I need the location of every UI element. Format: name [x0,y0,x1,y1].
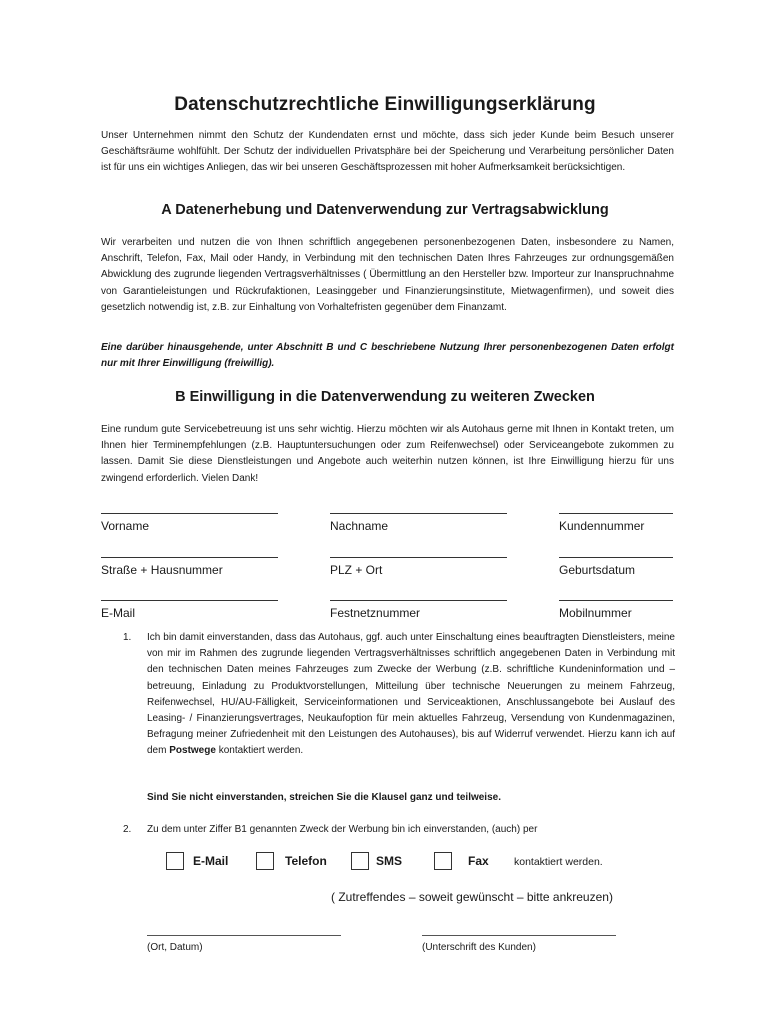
field-line [330,513,507,514]
page-title: Datenschutzrechtliche Einwilligungserklärung [174,94,596,115]
customer-signature-field[interactable] [422,935,616,953]
place-date-label: (Ort, Datum) [147,942,203,953]
consent-bold-text: Postwege [169,745,216,757]
field-line [330,557,507,558]
field-line [101,600,278,601]
place-date-field[interactable] [147,935,341,953]
consent-text: Ich bin damit einverstanden, dass das Autohaus, ggf. auch unter Einschaltung eines beauftragten Dienstleisters, meine von mir im Rahmen des zugrunde liegenden Vertragsverhältnisses schriftlich angegebenen Daten in Verbindung mit den technischen Daten meines Fahrzeuges zum Zwecke der Werbung (z.B. schriftliche Kundeninformation und –betreuung, Einladung zu Produktvorstellungen, Mitteilung über technische Neuerungen zu meinem Fahrzeug, Reifenwechsel, HU/AU-Fälligkeit, Serviceinformationen und Serviceaktionen, Anschlussangebote bei Auslauf des Leasing- / Finanzierungsvertrages, Neukaufoption für mein aktuelles Fahrzeug, Versendung von Kundenmagazinen, Befragung meiner Zufriedenheit mit den Leistungen des Autohauses), bis auf Widerruf verwendet. Hierzu kann ich auf dem [147,632,675,757]
fax-checkbox[interactable] [434,852,452,870]
section-a-note: Eine darüber hinausgehende, unter Abschnitt B und C beschriebene Nutzung Ihrer personenbezogenen Daten erfolgt nur mit Ihrer Einwilligung (freiwillig). [101,342,674,370]
field-label-geburtsdatum: Geburtsdatum [559,563,636,577]
intro-paragraph: Unser Unternehmen nimmt den Schutz der Kundendaten ernst und möchte, dass sich jeder Kunde beim Besuch unserer Geschäftsräume wohlfühlt. Der Schutz der individuellen Privatsphäre bei der Speicherung und Verarbeitung persönlicher Daten ist für uns ein wichtiges Anliegen, das wir bei unseren Geschäftsprozessen mit hoher Aufmerksamkeit berücksichtigen. [101,130,674,174]
telefon-checkbox[interactable] [256,852,274,870]
field-label-vorname: Vorname [101,519,150,533]
field-festnetz[interactable] [330,600,507,620]
section-a-paragraph: Wir verarbeiten und nutzen die von Ihnen schriftlich angegebenen personenbezogenen Daten, insbesondere zu Namen, Anschrift, Telefon, Fax, Mail oder Handy, in Verbindung mit den technischen Daten Ihres Fahrzeuges zur ordnungsgemäßen Abwicklung des zugrunde liegenden Vertragsverhältnisses ( Übermittlung an den Hersteller bzw. Importeur zur Inanspruchnahme von Garantieleistungen und Rückrufaktionen, Leasinggeber und Finanzierungsinstitute, Mietwagenfirmen), und soweit dies gesetzlich notwendig ist, z.B. zur Einhaltung von Vorhaltefristen gegenüber dem Finanzamt. [101,237,674,313]
section-b-paragraph: Eine rundum gute Servicebetreuung ist uns sehr wichtig. Hierzu möchten wir als Autohaus gerne mit Ihnen in Kontakt treten, um Ihnen hier Terminempfehlungen (z.B. Hauptuntersuchungen oder zum Reifenwechsel) oder Serviceangebote zukommen zu lassen. Damit Sie diese Dienstleistungen und Angebote auch weiterhin nutzen können, ist Ihre Einwilligung hierzu für uns zwingend erforderlich. Vielen Dank! [101,424,674,484]
field-label-kundennummer: Kundennummer [559,519,645,533]
field-vorname[interactable] [101,513,278,533]
field-plz-ort[interactable] [330,557,507,577]
item-number: 1. [123,632,132,643]
section-b-heading: B Einwilligung in die Datenverwendung zu weiteren Zwecken [175,389,595,405]
field-line [101,513,278,514]
fax-option-label: Fax [468,854,489,868]
sms-checkbox[interactable] [351,852,369,870]
consent-item-1-text [147,630,675,760]
field-kundennummer[interactable] [559,513,673,533]
field-email[interactable] [101,600,278,620]
field-geburtsdatum[interactable] [559,557,673,577]
strike-note: Sind Sie nicht einverstanden, streichen Sie die Klausel ganz und teilweise. [147,792,501,803]
contact-options-row [0,851,770,873]
email-checkbox[interactable] [166,852,184,870]
field-label-strasse: Straße + Hausnummer [101,563,223,577]
section-a-heading: A Datenerhebung und Datenverwendung zur Vertragsabwicklung [161,202,609,218]
field-strasse[interactable] [101,557,278,577]
item-number: 2. [123,824,132,835]
sms-option-label: SMS [376,854,403,868]
field-label-nachname: Nachname [330,519,389,533]
consent-item-2-text: Zu dem unter Ziffer B1 genannten Zweck der Werbung bin ich einverstanden, (auch) per [147,824,538,835]
contact-options-tail: kontaktiert werden. [514,856,603,868]
field-nachname[interactable] [330,513,507,533]
signature-line [147,935,341,936]
signature-line [422,935,616,936]
field-label-email: E-Mail [101,606,136,620]
checkbox-hint: ( Zutreffendes – soweit gewünscht – bitte ankreuzen) [331,890,613,904]
field-line [559,513,673,514]
email-option-label: E-Mail [193,854,229,868]
field-label-mobil: Mobilnummer [559,606,632,620]
field-line [101,557,278,558]
field-line [559,557,673,558]
field-line [330,600,507,601]
field-label-festnetz: Festnetznummer [330,606,421,620]
telefon-option-label: Telefon [285,854,327,868]
field-mobil[interactable] [559,600,673,620]
field-label-plz-ort: PLZ + Ort [330,563,383,577]
customer-signature-label: (Unterschrift des Kunden) [422,942,536,953]
consent-text-end: kontaktiert werden. [215,745,304,757]
field-line [559,600,673,601]
